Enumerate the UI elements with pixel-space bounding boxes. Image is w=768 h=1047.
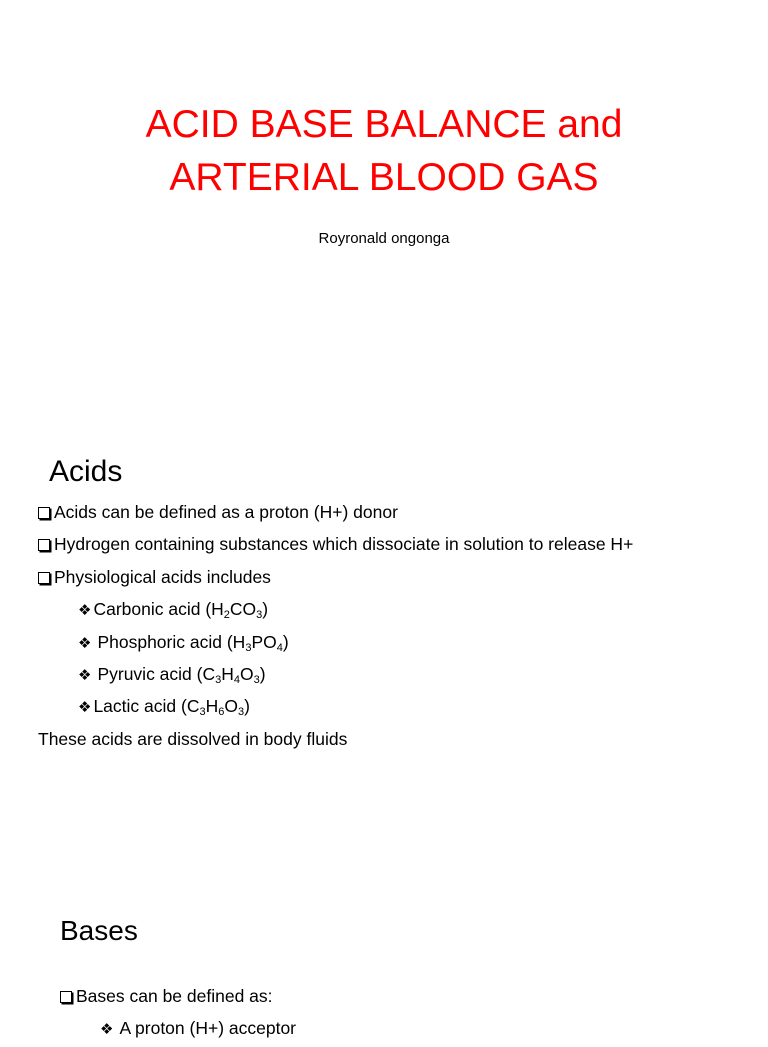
acids-bullet-3: Physiological acids includes bbox=[38, 561, 758, 593]
square-bullet-icon bbox=[60, 991, 72, 1003]
bases-content bbox=[60, 980, 760, 1045]
diamond-bullet-icon: ❖ bbox=[100, 1021, 114, 1039]
square-bullet-icon bbox=[38, 539, 50, 551]
acids-heading: Acids bbox=[49, 455, 123, 488]
square-bullet-icon bbox=[38, 572, 50, 584]
acids-bullet-2: Hydrogen containing substances which dissociate in solution to release H+ bbox=[38, 528, 758, 560]
title-line-2: ARTERIAL BLOOD GAS bbox=[169, 156, 599, 199]
presentation-title bbox=[0, 98, 768, 204]
acid-item: ❖ Phosphoric acid $(H_3PO_4)$ bbox=[38, 626, 758, 658]
diamond-bullet-icon: ❖ bbox=[78, 634, 92, 652]
bases-heading: Bases bbox=[60, 915, 138, 946]
diamond-bullet-icon: ❖ bbox=[78, 699, 92, 717]
acid-item: ❖ Lactic acid $(C_3H_6O_3)$ bbox=[38, 690, 758, 722]
diamond-bullet-icon: ❖ bbox=[78, 666, 92, 684]
author-name: Royronald ongonga bbox=[318, 230, 450, 247]
acids-bullet-1: Acids can be defined as a proton (H+) donor bbox=[38, 496, 758, 528]
square-bullet-icon bbox=[38, 507, 50, 519]
acids-content bbox=[38, 496, 758, 755]
bases-slide bbox=[0, 856, 768, 1039]
acid-item: ❖ Carbonic acid $(H_2CO_3)$ bbox=[38, 593, 758, 625]
diamond-bullet-icon: ❖ bbox=[78, 602, 92, 620]
title-line-1: ACID BASE BALANCE and bbox=[145, 103, 623, 146]
acids-footer: These acids are dissolved in body fluids bbox=[38, 728, 348, 749]
title-slide bbox=[0, 0, 768, 424]
acids-slide bbox=[0, 424, 768, 856]
bases-bullet-1: Bases can be defined as: bbox=[60, 980, 760, 1012]
bases-sub-bullet-1: ❖ A proton (H+) acceptor bbox=[60, 1012, 760, 1044]
acid-item: ❖ Pyruvic acid $(C_3H_4O_3)$ bbox=[38, 658, 758, 690]
